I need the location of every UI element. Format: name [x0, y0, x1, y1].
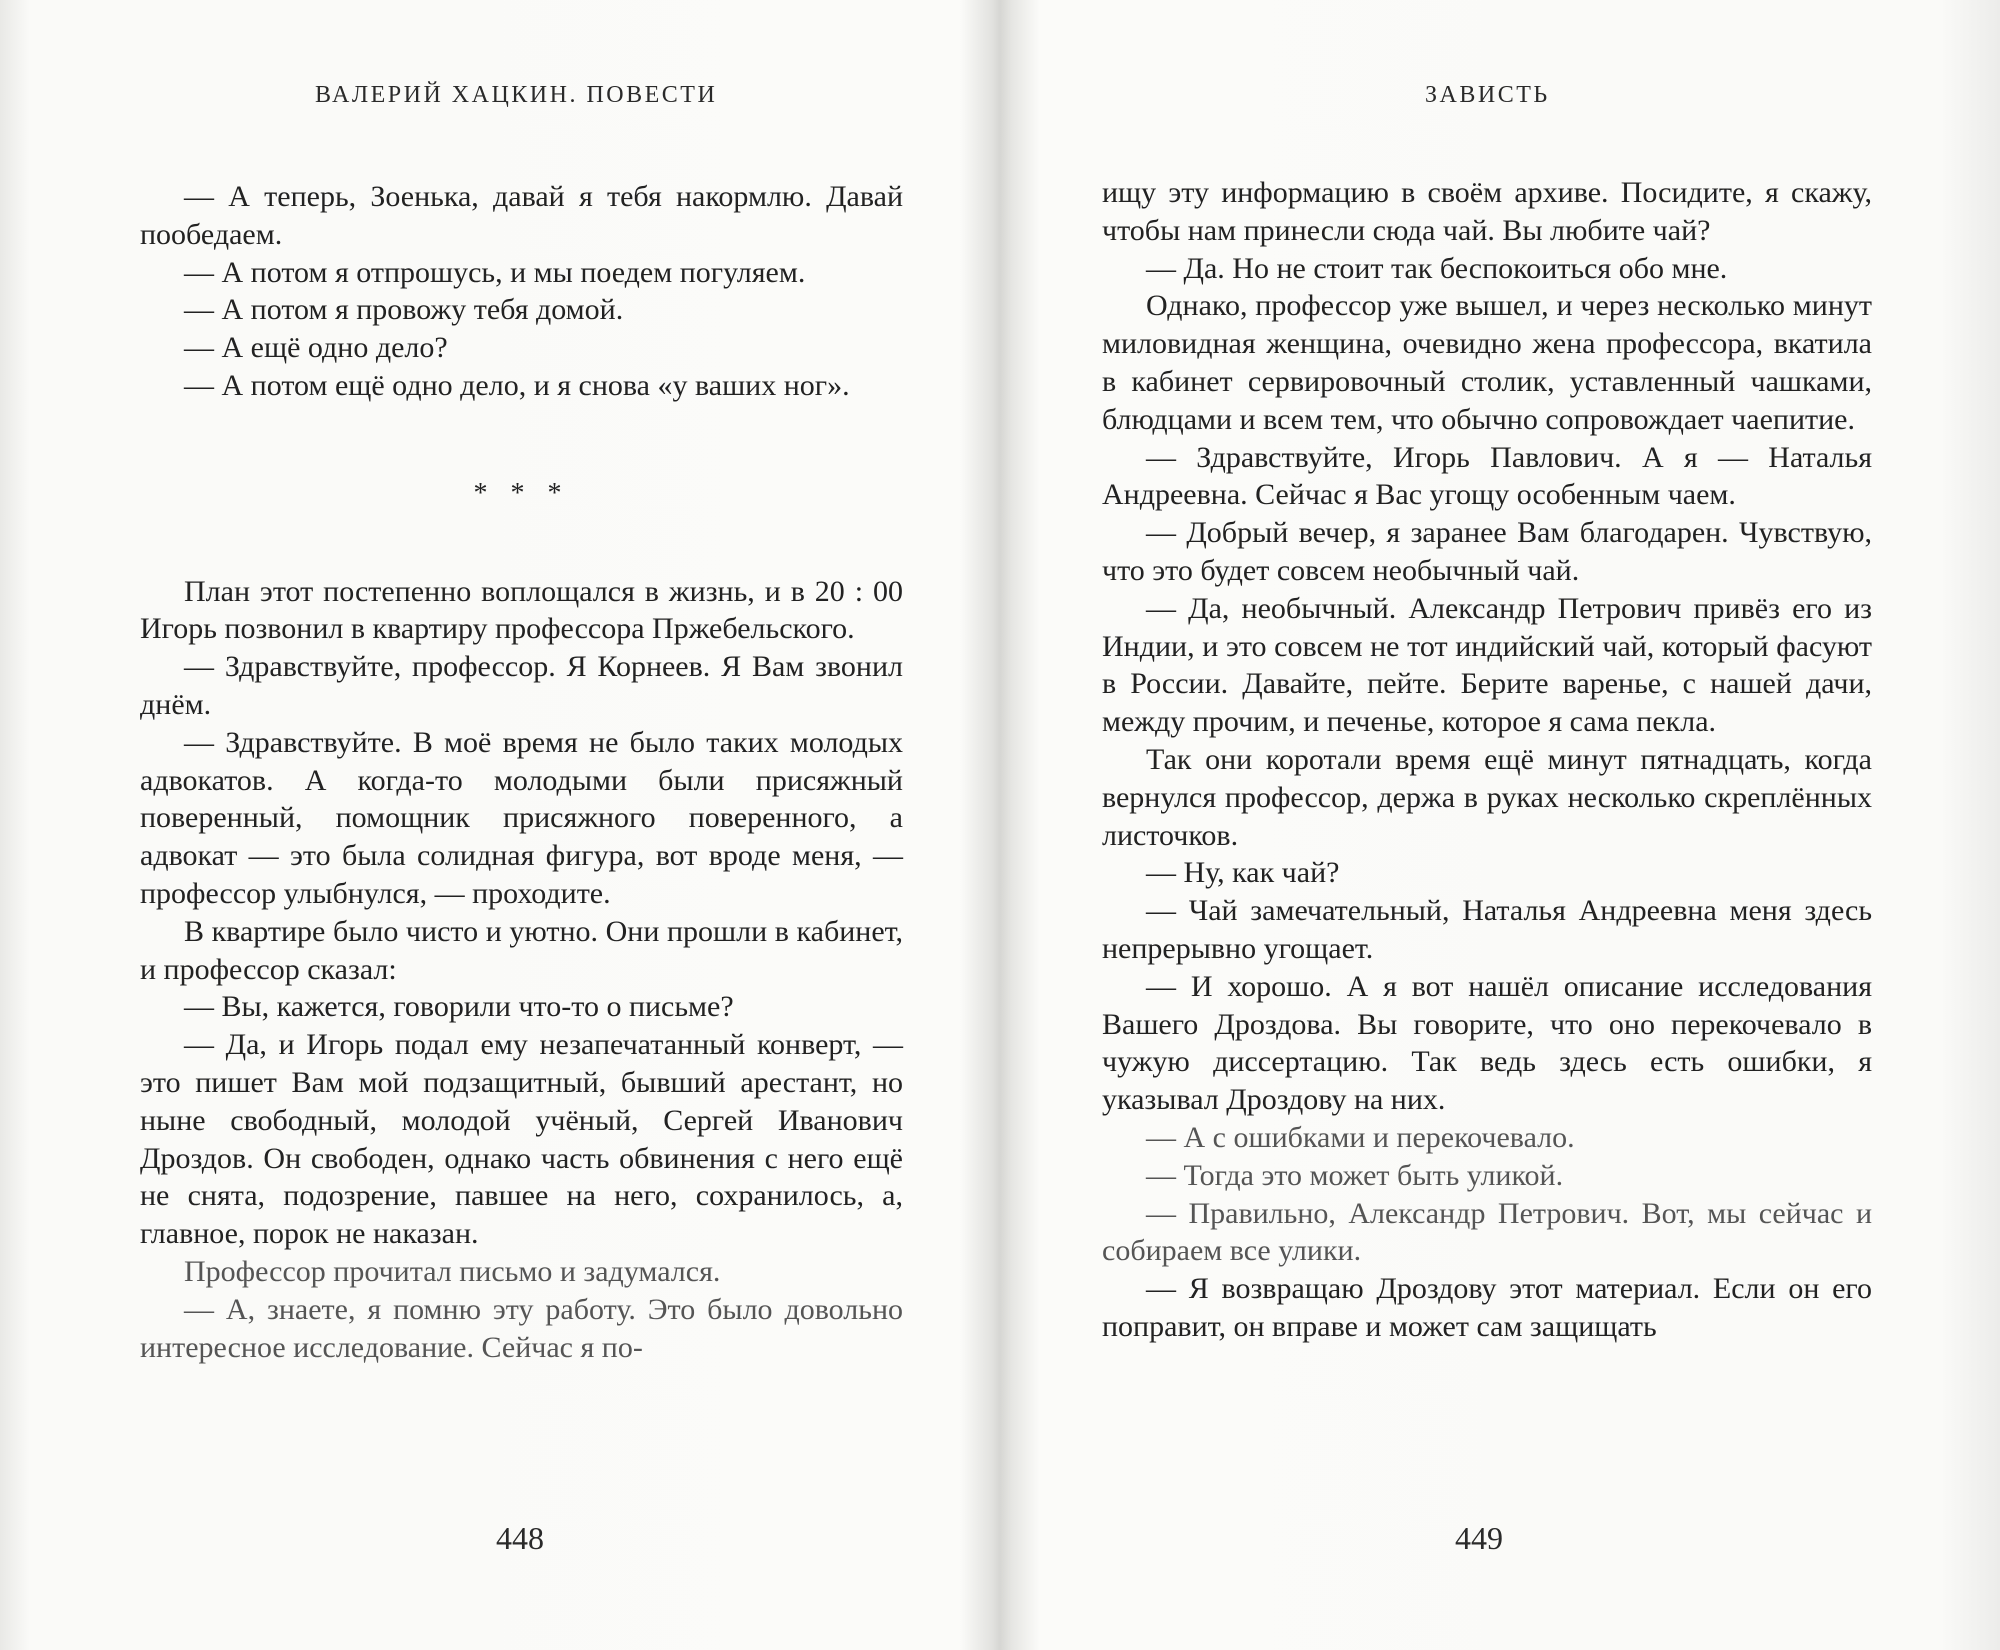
paragraph: Так они коротали время ещё минут пятнадцать, когда вернулся профессор, держа в руках несколько скреплённых листочков. [1102, 742, 1872, 852]
paragraph: — А с ошибками и перекочевало. [1146, 1120, 1575, 1154]
paragraph: — А ещё одно дело? [184, 331, 448, 365]
paragraph: — И хорошо. А я вот нашёл описание исследования Вашего Дроздова. Вы говорите, что оно перекочевало в чужую диссертацию. Так ведь здесь есть ошибки, я указывал Дроздову на них. [1102, 969, 1872, 1117]
left-running-head: ВАЛЕРИЙ ХАЦКИН. ПОВЕСТИ [315, 82, 718, 108]
paragraph: — Правильно, Александр Петрович. Вот, мы сейчас и собираем все улики. [1102, 1196, 1872, 1268]
right-text-block [1102, 174, 1872, 1346]
paragraph: — Ну, как чай? [1146, 856, 1340, 890]
paragraph: — А потом я отпрошусь, и мы поедем погуляем. [184, 255, 806, 289]
paragraph: Профессор прочитал письмо и задумался. [184, 1254, 721, 1288]
left-page-number: 448 [496, 1520, 544, 1556]
paragraph: В квартире было чисто и уютно. Они прошли в кабинет, и профессор сказал: [140, 914, 903, 986]
paragraph: — Здравствуйте, Игорь Павлович. А я — Наталья Андреевна. Сейчас я Вас угощу особенным чаем. [1102, 440, 1872, 512]
paragraph: — Вы, кажется, говорили что-то о письме? [184, 990, 734, 1024]
right-page [1000, 0, 2000, 1650]
paragraph: — А теперь, Зоенька, давай я тебя накормлю. Давай пообедаем. [140, 180, 903, 251]
paragraph: — Чай замечательный, Наталья Андреевна меня здесь непрерывно угощает. [1102, 894, 1872, 965]
right-running-head: ЗАВИСТЬ [1425, 82, 1550, 108]
paragraph: — А потом ещё одно дело, и я снова «у ваших ног». [184, 368, 850, 402]
paragraph: — Да. Но не стоит так беспокоиться обо мне. [1146, 251, 1728, 285]
paragraph: — Да, и Игорь подал ему незапечатанный конверт, — это пишет Вам мой подзащитный, бывший арестант, но ныне свободный, молодой учёный, Сергей Иванович Дроздов. Он свободен, однако часть обвинения с него ещё не снята, подозрение, павшее на него, сохранилось, а, главное, порок не наказан. [140, 1028, 903, 1251]
section-break: * * * [473, 477, 570, 509]
paragraph: Однако, профессор уже вышел, и через несколько минут миловидная женщина, очевидно жена профессора, вкатила в кабинет сервировочный столик, уставленный чашками, блюдцами и всем тем, что обычно сопровождает чаепитие. [1102, 289, 1872, 436]
paragraph: — А, знаете, я помню эту работу. Это было довольно интересное исследование. Сейчас я по- [140, 1292, 903, 1364]
right-page-number: 449 [1455, 1520, 1503, 1556]
paragraph: — Добрый вечер, я заранее Вам благодарен. Чувствую, что это будет совсем необычный чай. [1102, 516, 1872, 587]
paragraph: — Да, необычный. Александр Петрович привёз его из Индии, и это совсем не тот индийский чай, который фасуют в России. Давайте, пейте. Берите варенье, с нашей дачи, между прочим, и печенье, которое я сама пекла. [1102, 591, 1872, 739]
left-text-block [140, 178, 903, 1366]
paragraph: — Здравствуйте. В моё время не было таких молодых адвокатов. А когда-то молодыми были присяжный поверенный, помощник присяжного поверенного, а адвокат — это была солидная фигура, вот вроде меня, — профессор улыбнулся, — проходите. [140, 725, 903, 910]
paragraph: — Здравствуйте, профессор. Я Корнеев. Я Вам звонил днём. [140, 650, 903, 721]
paragraph-continuation: ищу эту информацию в своём архиве. Посидите, я скажу, чтобы нам принесли сюда чай. Вы любите чай? [1102, 176, 1872, 247]
paragraph: — А потом я провожу тебя домой. [184, 293, 624, 327]
paragraph: — Тогда это может быть уликой. [1146, 1158, 1564, 1192]
paragraph: План этот постепенно воплощался в жизнь, и в 20 : 00 Игорь позвонил в квартиру профессора Пржебельского. [140, 574, 903, 646]
paragraph: — Я возвращаю Дроздову этот материал. Если он его поправит, он вправе и может сам защищать [1102, 1272, 1872, 1343]
